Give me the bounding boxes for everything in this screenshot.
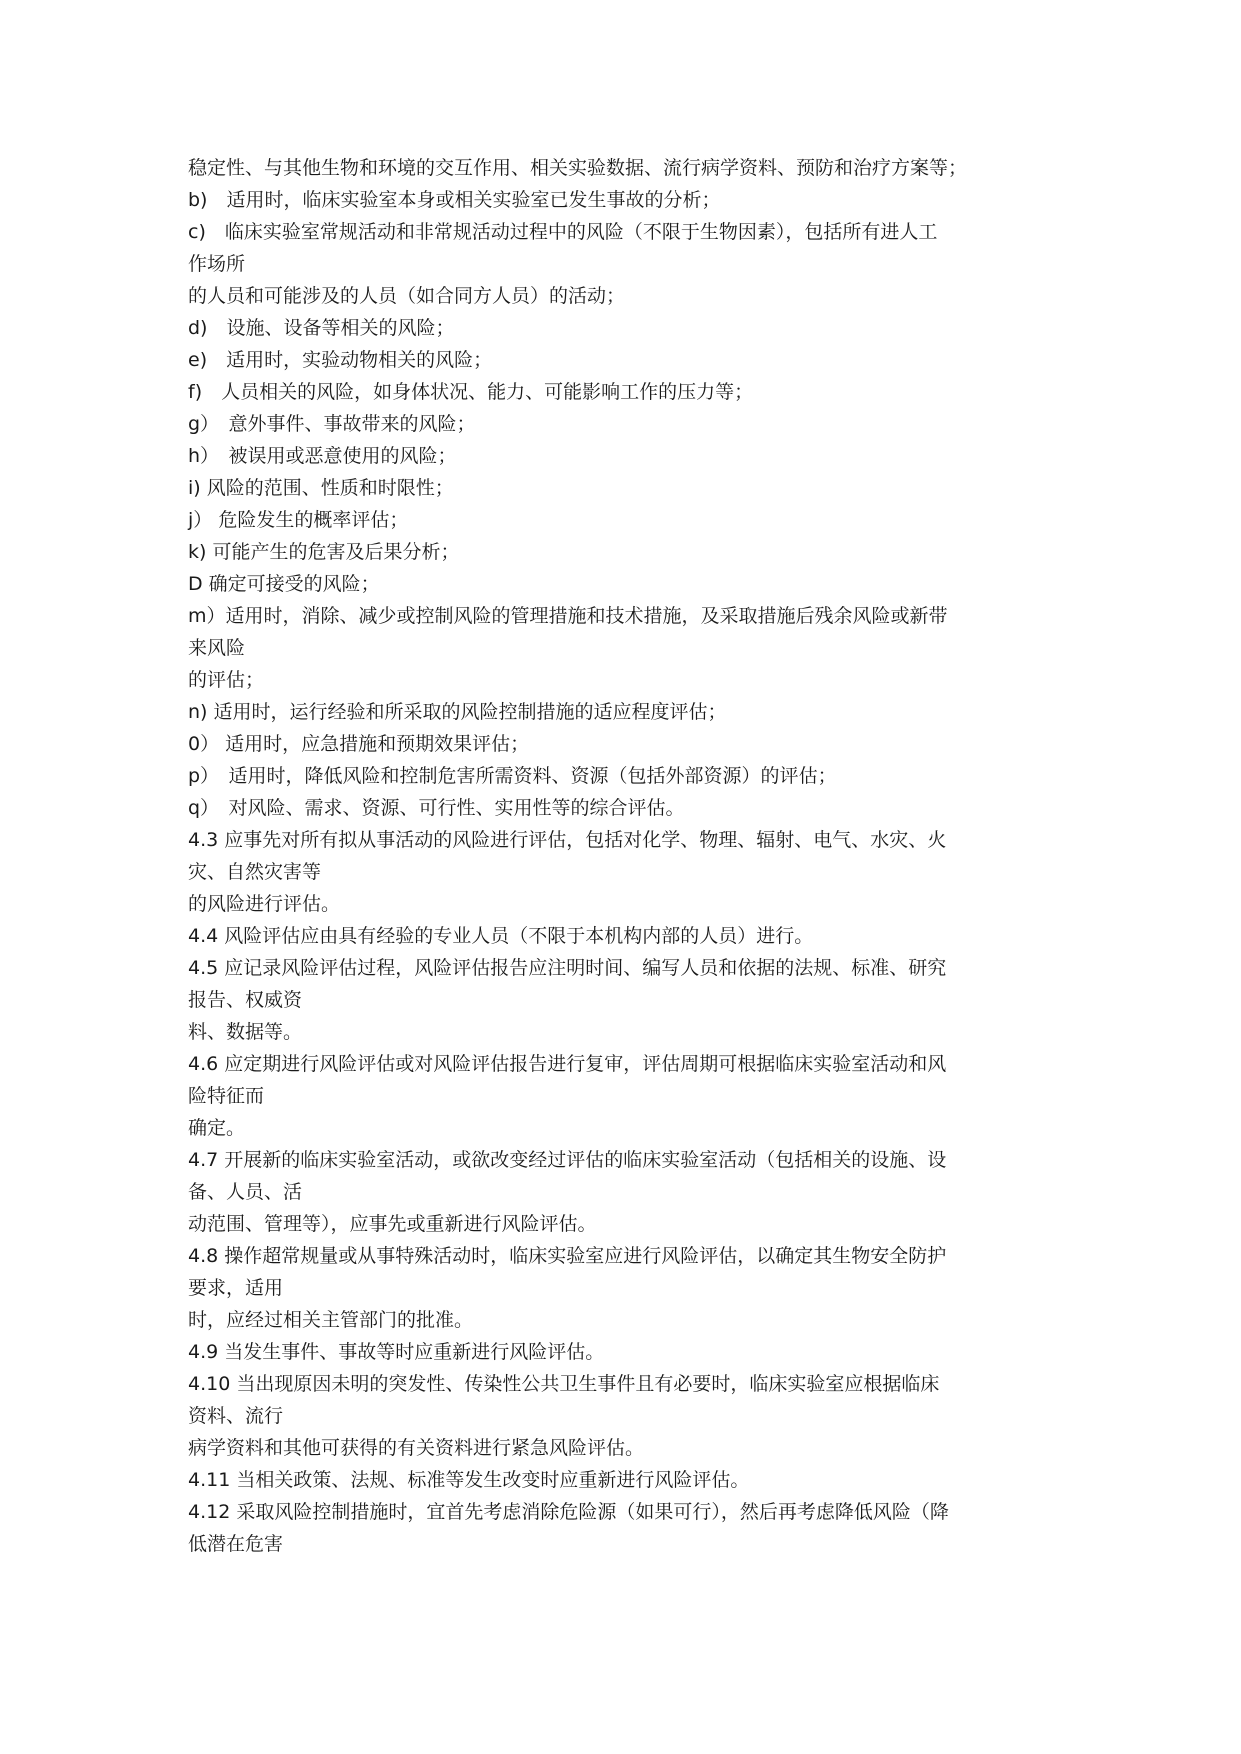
clause-4-6: 4.6 应定期进行风险评估或对风险评估报告进行复审，评估周期可根据临床实验室活动和风 [188, 1053, 947, 1075]
list-item-n: n) 适用时，运行经验和所采取的风险控制措施的适应程度评估； [188, 701, 727, 723]
list-item-m-continued: 来风险 [188, 637, 246, 659]
list-item-c: c) 临床实验室常规活动和非常规活动过程中的风险（不限于生物因素），包括所有进人工 [188, 221, 938, 243]
clause-4-12: 4.12 采取风险控制措施时，宜首先考虑消除危险源（如果可行），然后再考虑降低风险（降 [188, 1501, 949, 1523]
clause-4-3: 4.3 应事先对所有拟从事活动的风险进行评估，包括对化学、物理、辐射、电气、水灾、火 [188, 829, 947, 851]
clause-4-7-continued: 动范围、管理等），应事先或重新进行风险评估。 [188, 1213, 597, 1235]
list-item-d: d) 设施、设备等相关的风险； [188, 317, 455, 339]
list-item-o: 0） 适用时，应急措施和预期效果评估； [188, 733, 530, 755]
clause-4-4: 4.4 风险评估应由具有经验的专业人员（不限于本机构内部的人员）进行。 [188, 925, 814, 947]
clause-4-6-continued: 确定。 [188, 1117, 246, 1139]
text-line: 稳定性、与其他生物和环境的交互作用、相关实验数据、流行病学资料、预防和治疗方案等； [188, 157, 968, 179]
list-item-e: e) 适用时，实验动物相关的风险； [188, 349, 493, 371]
list-item-c-continued: 作场所 [188, 253, 246, 275]
clause-4-6-continued: 险特征而 [188, 1085, 265, 1107]
list-item-h: h） 被误用或恶意使用的风险； [188, 445, 457, 467]
clause-4-11: 4.11 当相关政策、法规、标准等发生改变时应重新进行风险评估。 [188, 1469, 750, 1491]
clause-4-3-continued: 的风险进行评估。 [188, 893, 341, 915]
clause-4-10: 4.10 当出现原因未明的突发性、传染性公共卫生事件且有必要时，临床实验室应根据临床 [188, 1373, 940, 1395]
list-item-m-continued: 的评估； [188, 669, 265, 691]
clause-4-10-continued: 资料、流行 [188, 1405, 284, 1427]
clause-4-12-continued: 低潜在危害 [188, 1533, 284, 1555]
list-item-p: p） 适用时，降低风险和控制危害所需资料、资源（包括外部资源）的评估； [188, 765, 837, 787]
clause-4-8-continued: 要求，适用 [188, 1277, 284, 1299]
list-item-l: D 确定可接受的风险； [188, 573, 380, 595]
clause-4-5: 4.5 应记录风险评估过程，风险评估报告应注明时间、编写人员和依据的法规、标准、研究 [188, 957, 947, 979]
list-item-m: m）适用时，消除、减少或控制风险的管理措施和技术措施，及采取措施后残余风险或新带 [188, 605, 948, 627]
clause-4-8: 4.8 操作超常规量或从事特殊活动时，临床实验室应进行风险评估，以确定其生物安全防护 [188, 1245, 947, 1267]
list-item-j: j） 危险发生的概率评估； [188, 509, 409, 531]
list-item-b: b) 适用时，临床实验室本身或相关实验室已发生事故的分析； [188, 189, 721, 211]
list-item-c-continued: 的人员和可能涉及的人员（如合同方人员）的活动； [188, 285, 626, 307]
clause-4-10-continued: 病学资料和其他可获得的有关资料进行紧急风险评估。 [188, 1437, 645, 1459]
clause-4-7-continued: 备、人员、活 [188, 1181, 303, 1203]
clause-4-9: 4.9 当发生事件、事故等时应重新进行风险评估。 [188, 1341, 605, 1363]
list-item-f: f) 人员相关的风险，如身体状况、能力、可能影响工作的压力等； [188, 381, 754, 403]
clause-4-5-continued: 料、数据等。 [188, 1021, 303, 1043]
document-body [188, 152, 1060, 1560]
list-item-i: i) 风险的范围、性质和时限性； [188, 477, 454, 499]
clause-4-3-continued: 灾、自然灾害等 [188, 861, 322, 883]
list-item-q: q） 对风险、需求、资源、可行性、实用性等的综合评估。 [188, 797, 685, 819]
list-item-k: k) 可能产生的危害及后果分析； [188, 541, 460, 563]
clause-4-5-continued: 报告、权威资 [188, 989, 303, 1011]
clause-4-7: 4.7 开展新的临床实验室活动，或欲改变经过评估的临床实验室活动（包括相关的设施、设 [188, 1149, 947, 1171]
clause-4-8-continued: 时，应经过相关主管部门的批准。 [188, 1309, 474, 1331]
list-item-g: g） 意外事件、事故带来的风险； [188, 413, 476, 435]
